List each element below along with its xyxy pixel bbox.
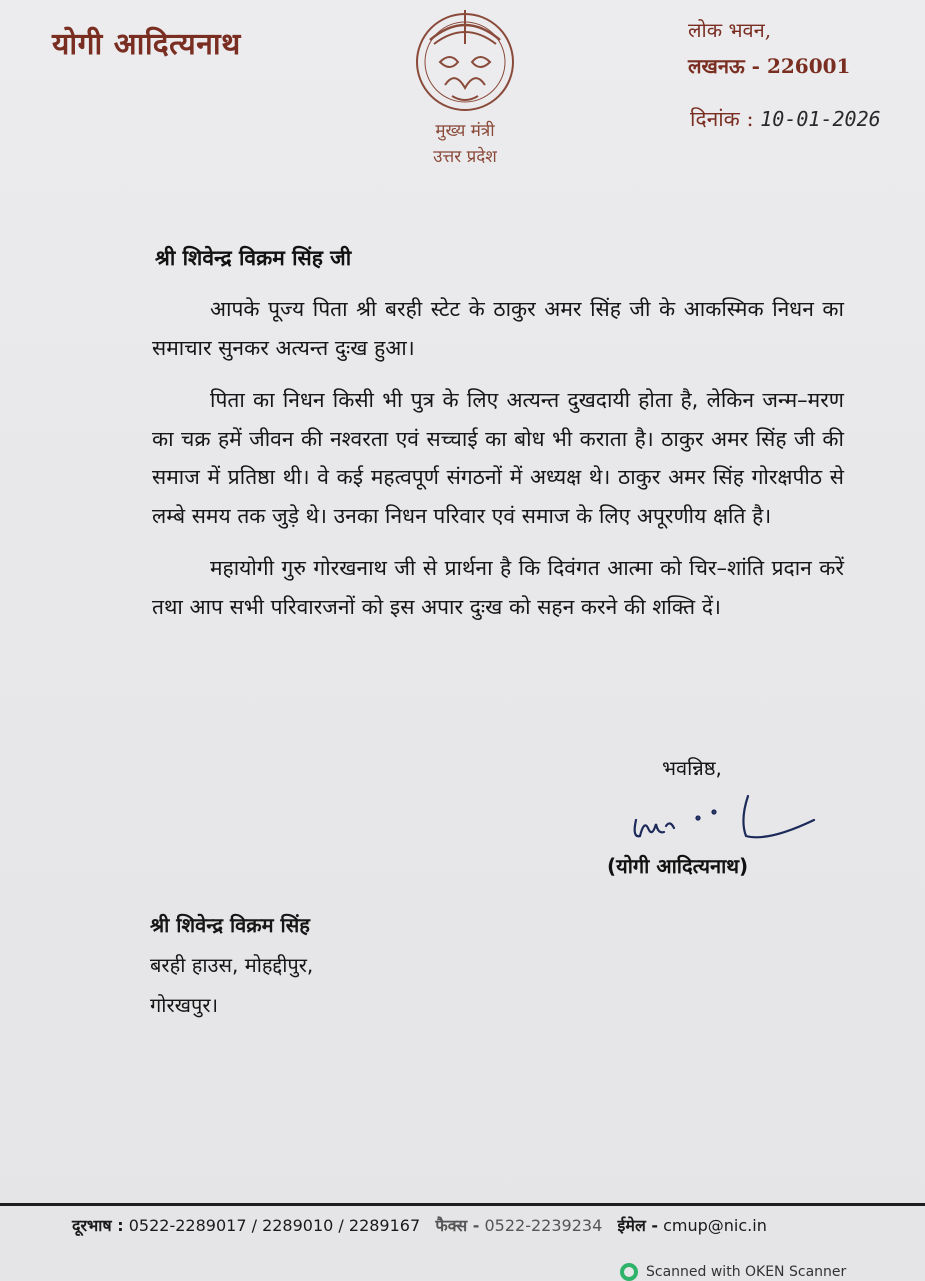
phone-value: 0522-2289017 / 2289010 / 2289167 (128, 1216, 421, 1235)
recipient-address (150, 905, 313, 1025)
recipient-address-line1: बरही हाउस, मोहद्दीपुर, (150, 953, 314, 977)
recipient-name: श्री शिवेन्द्र विक्रम सिंह (150, 913, 310, 937)
scanner-logo-icon (620, 1263, 638, 1281)
date-value: 10-01-2026 (760, 107, 881, 131)
footer-divider (0, 1203, 925, 1206)
date-label: दिनांक : (690, 107, 754, 131)
body-paragraph-1: आपके पूज्य पिता श्री बरही स्टेट के ठाकुर अमर सिंह जी के आकस्मिक निधन का समाचार सुनकर अत्यन्त दुःख हुआ। (152, 297, 844, 360)
signature-icon (628, 790, 818, 850)
signatory-name: (योगी आदित्यनाथ) (607, 854, 749, 878)
footer-contact (72, 1214, 767, 1236)
salutation: श्री शिवेन्द्र विक्रम सिंह जी (155, 246, 352, 270)
emblem-caption-line1: मुख्य मंत्री (435, 121, 495, 141)
office-address (688, 12, 850, 84)
emblem-caption (405, 118, 525, 170)
scanner-watermark (620, 1263, 846, 1281)
email-label: ईमेल - (617, 1216, 658, 1235)
email-value: cmup@nic.in (663, 1216, 767, 1235)
scanner-watermark-text: Scanned with OKEN Scanner (646, 1264, 847, 1280)
letter-body (152, 290, 844, 640)
body-paragraph-3: महायोगी गुरु गोरखनाथ जी से प्रार्थना है कि दिवंगत आत्मा को चिर–शांति प्रदान करें तथा आप सभी परिवारजनों को इस अपार दुःख को सहन करने की शक्ति दें। (152, 556, 844, 619)
recipient-address-line2: गोरखपुर। (150, 993, 219, 1017)
up-govt-emblem-icon (400, 0, 530, 120)
letterhead-name: योगी आदित्यनाथ (52, 27, 241, 62)
closing: भवन्निष्ठ, (662, 756, 722, 780)
fax-value: 0522-2239234 (484, 1216, 603, 1235)
phone-label: दूरभाष : (72, 1216, 124, 1235)
body-paragraph-2: पिता का निधन किसी भी पुत्र के लिए अत्यन्त दुखदायी होता है, लेकिन जन्म–मरण का चक्र हमें जीवन की नश्वरता एवं सच्चाई का बोध भी कराता है। ठाकुर अमर सिंह जी की समाज में प्रतिष्ठा थी। वे कई महत्वपूर्ण संगठनों में अध्यक्ष थे। ठाकुर अमर सिंह गोरक्षपीठ से लम्बे समय तक जुड़े थे। उनका निधन परिवार एवं समाज के लिए अपूरणीय क्षति है। (152, 388, 844, 528)
address-line2: लखनऊ - 226001 (688, 54, 851, 78)
fax-label: फैक्स - (435, 1216, 480, 1235)
address-line1: लोक भवन, (688, 18, 772, 42)
emblem-caption-line2: उत्तर प्रदेश (433, 147, 497, 167)
date-line (690, 105, 881, 133)
